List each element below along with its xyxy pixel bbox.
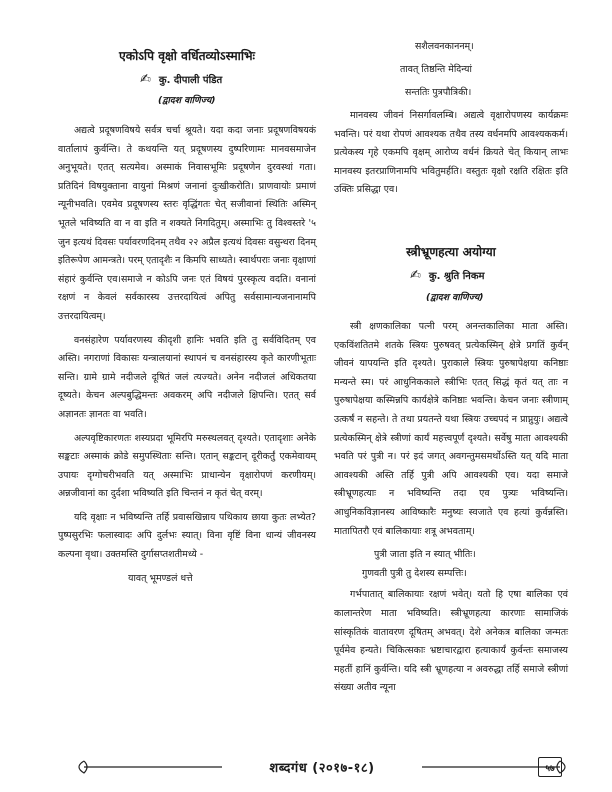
pen-icon: ✍ [410,268,421,283]
article2-author-name: कु. श्रुति निकम [428,271,485,282]
verse-line: गुणवती पुत्री तु देशस्य सम्पत्तिः। [362,567,467,579]
article1-closing-paragraph: मानवस्य जीवनं निसर्गावलम्बि। अद्यत्वे वृक्षारोपणस्य कार्यक्रमः भवन्ति। परं यथा रोपणं आवश्यक तथैव तस्य वर्धनमपि आवश्यककर्म। प्रत्येकस्य गृहे एकमपि वृक्षम् आरोप्य वर्धनं क्रियते चेत् कियान् लाभः मानवस्य इतरप्राणिनामपि भवितुमर्हति। वस्तुतः वृक्षो रक्षति रक्षितः इति उक्तिः प्रसिद्धा एव। [334,110,568,196]
article1-paragraph: यदि वृक्षाः न भविष्यन्ति तर्हि प्रवासखिन्नाय पथिकाय छाया कुतः लभ्येत? पुष्पसुरभिः फलास्वादः अपि दुर्लभः स्यात्। विना वृष्टिं विना धान्यं जीवनस्य कल्पना वृथा। उक्तमस्ति दुर्गासप्तशतीमध्ये - [58,511,316,561]
verse-line: सशैलवनकाननम्। [415,41,474,52]
verse-line: पुत्री जाता इति न स्यात् भीतिः। [374,549,476,561]
article1-closing [334,107,568,205]
article2-title: स्त्रीभ्रूणहत्या अयोग्या [406,245,496,259]
article1-paragraph: अद्यत्वे प्रदूषणविषये सर्वत्र चर्चा श्रूयते। यदा कदा जनाः प्रदूषणविषयकं वार्तालापं कुर्वन्ति। ते कथयन्ति यत् प्रदूषणस्य दुष्परिणामः मानवसमाजेन अनुभूयते। एतत् सत्यमेव। अस्माकं निवासभूमिः प्रदूषणेन दुरवस्थां गता। प्रतिदिनं विषयुक्ताना वायुनां मिश्रणं जनानां दुःखीकरोति। प्राणवायोः प्रमाणं न्यूनीभवति। एवमेव प्रदूषणस्य स्तरः वृद्धिंगतः चेत् सजीवानां स्थितिः अस्मिन् भूतले भविष्यति वा न वा इति न शक्यते निगदितुम्। अस्माभिः तु विश्वस्तरे '५ जुन इत्यथं दिवसः पर्यावरणदिनम् तथैव २२ अप्रैल इत्यथं दिवसः वसुन्धरा दिनम् इतिरूपेण आमन्त्रते। परम् एतादृशैः न किमपि साध्यते। स्वार्थपराः जनाः वृक्षाणां संहारं कुर्वन्ति एव।समाजे न कोऽपि जनः एतं विषयं पुरस्कृत्य वदति। वनानां रक्षणं न केवलं सर्वकारस्य उत्तरदायित्वं अपितु सर्वसामान्यजनानामपि उत्तरदायित्वम्। [58,125,316,322]
article1-author [140,72,222,87]
verse-line: सन्ततिः पुत्रपौत्रिकी। [405,87,472,98]
article2-paragraph: स्त्री क्षणकालिका पत्नी परम् अनन्तकालिका माता अस्ति। एकविंशतितमे शतके स्त्रियः पुरुषवत् प्रत्येकस्मिन् क्षेत्रे प्रगतिं कुर्वन् जीवनं यापयन्ति इति दृश्यते। पुराकाले स्त्रियः पुरुषापेक्षया कनिष्ठाः मन्यन्ते स्म। परं आधुनिककाले स्त्रीभिः एतत् सिद्धं कृतं यत् ताः न पुरुषापेक्षया कस्मिन्नपि कार्यक्षेत्रे कनिष्ठाः भवन्ति। केचन जनाः स्त्रीणाम् उत्कर्षं न सहन्ते। ते तथा प्रयतन्ते यथा स्त्रियः उच्चपदं न प्राप्नुयुः। अद्यत्वे प्रत्येकस्मिन् क्षेत्रे स्त्रीणां कार्यं महत्त्वपूर्णं दृश्यते। सर्वेषु माता आवश्यकी भवति परं पुत्री न। परं इदं जगत् अवगन्तुमसमर्थोऽस्ति यत् यदि माता आवश्यकी अस्ति तर्हि पुत्री अपि आवश्यकी एव। यदा समाजे स्त्रीभ्रूणहत्याः न भविष्यन्ति तदा एव पुत्र्यः भविष्यन्ति। आधुनिकविज्ञानस्य आविष्कारैः मनुष्यः स्वजाते एव हत्यां कुर्वन्नस्ति। मातापितरौ एवं बालिकायाः शत्रू अभवताम्। [334,321,568,537]
article1-title: एकोऽपि वृक्षो वर्धितव्योऽस्माभिः [118,49,256,63]
article2-author [410,268,485,283]
pen-icon: ✍ [140,72,151,87]
article1-paragraph: वनसंहारेण पर्यावरणस्य कीदृशी हानिः भवति इति तु सर्वविदितम् एव अस्ति। नगराणां विकासः यन्त्रालयानां स्थापनं च वनसंहारस्य कृते कारणीभूताः सन्ति। ग्रामे ग्रामे नदीजले दूषितं जलं त्यज्यते। अनेन नदीजलं अधिकतया दूष्यते। केचन अल्पबुद्धिमन्तः अवकरम् अपि नदीजले क्षिपन्ति। एतत् सर्व अज्ञानतः ज्ञानतः वा भवति। [58,334,316,420]
verse-line: यावत् भूमण्डलं धत्ते [128,572,193,584]
article1-body [58,122,316,588]
article2-affiliation: (द्वादश वाणिज्य) [426,292,484,303]
page-number: ५७ [538,757,562,777]
article1-author-name: कु. दीपाली पंडित [158,75,223,86]
footer-banner [72,757,572,779]
article1-paragraph: अल्पवृष्टिकारणतः शस्यप्रदा भूमिरपि मरुस्थलवत् दृश्यते। एतादृशाः अनेके सङ्कटाः अस्माकं क्रोडे समुपस्थिताः सन्ति। एतान् सङ्कटान् दूरीकर्तुं एकमेवायम् उपायः दृग्गोचरीभवति यत् अस्माभिः प्राधान्येन वृक्षारोपणं करणीयम्। अन्नजीवानां का दुर्दशा भविष्यति इति चिन्तनं न कृतं चेत् वरम्। [58,432,316,500]
verse-line: तावत् तिष्ठन्ति मेदिन्यां [400,64,472,75]
magazine-title: शब्दगंध (२०१७-१८) [269,761,375,776]
article1-affiliation: (द्वादश वाणिज्य) [158,95,216,106]
article2-closing-paragraph: गर्भपातात् बालिकायाः रक्षणं भवेत्। यतो हि एषा बालिका एवं कालान्तरेण माता भविष्यति। स्त्रीभ्रूणहत्या कारणाः सामाजिकं सांस्कृतिकं वातावरण दूषितम् अभवत्। देशे अनेकत्र बालिका जन्मतः पूर्वमेव हन्यते। चिकित्सकाः भ्रष्टाचारद्वारा हत्याकार्यं कुर्वन्तः समाजस्य महतीं हानिं कुर्वन्ति। यदि स्त्री भ्रूणहत्या न अवरुद्धा तर्हि समाजे स्त्रीणां संख्या अतीव न्यूना [334,589,568,694]
article2-body [334,318,568,703]
